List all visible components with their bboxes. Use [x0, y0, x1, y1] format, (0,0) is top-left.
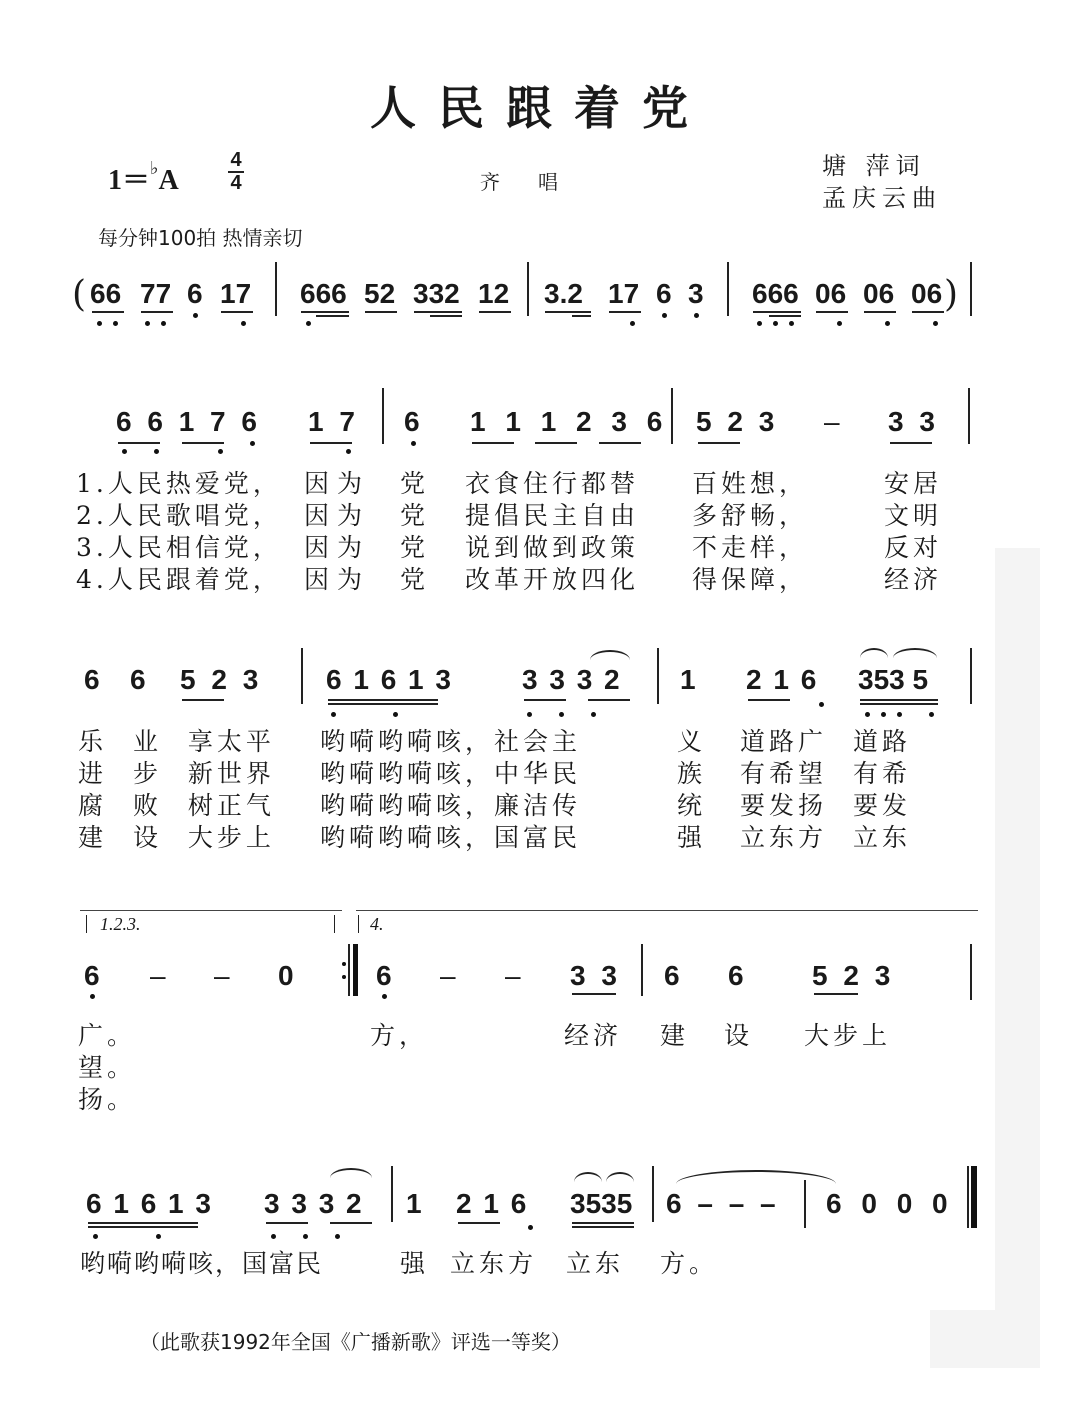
slur	[574, 1172, 602, 1182]
lyric: 党	[400, 469, 430, 498]
note-group: 6 6 1 7 6	[116, 406, 261, 437]
lyric: 因为	[304, 565, 371, 594]
time-signature	[226, 150, 246, 194]
note-group: –	[150, 960, 166, 991]
lyric: 因为	[304, 533, 371, 562]
repeat-barline	[348, 944, 350, 996]
note-group: 6 1 6 1 3	[326, 664, 453, 695]
lyric: 族	[677, 759, 707, 788]
lyric: 望。	[78, 1053, 137, 1082]
lyric: 人民热爱党，	[107, 469, 282, 498]
note-group: 6	[84, 960, 100, 991]
lyric: 方。	[660, 1249, 719, 1278]
slur	[860, 648, 888, 658]
slur	[590, 650, 630, 660]
slur	[893, 648, 937, 658]
note-group: 17	[220, 278, 252, 309]
lyric: 哟嗬哟嗬咳，中华民	[320, 759, 582, 788]
note-group: –	[505, 960, 521, 991]
key-signature	[108, 158, 179, 198]
note-group: 6	[656, 278, 672, 309]
lyric: 经济	[564, 1021, 623, 1050]
note-group: 666	[300, 278, 347, 309]
barline	[671, 388, 673, 444]
lyric: 人民相信党，	[107, 533, 282, 562]
barline	[970, 262, 972, 316]
lyric: 立东	[853, 823, 912, 852]
lyric: 要发扬	[740, 791, 828, 820]
lyric: 因为	[304, 501, 371, 530]
lyric: 强	[677, 823, 707, 852]
key-prefix: 1＝	[108, 165, 151, 196]
lyric: 党	[400, 565, 430, 594]
lyric: 建 设 大步上	[78, 823, 275, 852]
volta-2-label: 4.	[370, 914, 384, 934]
note-group: 3.2	[544, 278, 583, 309]
lyric: 立东	[566, 1249, 625, 1278]
barline	[391, 1166, 393, 1222]
barline	[727, 262, 729, 316]
note-group: 1 1 1 2 3 6	[470, 406, 669, 437]
tempo-marking: 每分钟100拍 热情亲切	[98, 226, 303, 250]
lyric: 党	[400, 533, 430, 562]
barline	[804, 1180, 806, 1228]
lyric: 哟嗬哟嗬咳，社会主	[320, 727, 582, 756]
volta-bracket-2	[356, 910, 978, 911]
lyric: 得保障，	[692, 565, 809, 594]
note-group: 06	[911, 278, 943, 309]
lyric: 道路广	[740, 727, 828, 756]
volta-1-label: 1.2.3.	[100, 914, 141, 934]
close-paren: )	[944, 274, 959, 315]
song-title: 人民跟着党	[370, 81, 710, 135]
slur	[330, 1168, 372, 1178]
note-group: 332	[413, 278, 460, 309]
note-group: 5 2 3	[812, 960, 895, 991]
barline	[527, 262, 529, 316]
barline	[652, 1166, 654, 1222]
performance-mode: 齐唱	[480, 170, 596, 194]
lyric: 经济	[884, 565, 943, 594]
barline	[301, 648, 303, 704]
lyric: 道路	[853, 727, 912, 756]
barline	[968, 388, 970, 444]
note-group: 6 – – –	[666, 1188, 780, 1219]
volta-bracket-1	[80, 910, 342, 911]
lyric: 立东方	[740, 823, 828, 852]
note-group: 6	[130, 664, 146, 695]
note-group: 6	[664, 960, 680, 991]
note-group: 3535	[570, 1188, 633, 1219]
note-group: 2 1 6	[456, 1188, 529, 1219]
note-group: 6	[187, 278, 203, 309]
lyric: 改革开放四化	[465, 565, 640, 594]
lyric: 腐 败 树正气	[78, 791, 275, 820]
lyric: 安居	[884, 469, 943, 498]
lyric: 不走样，	[692, 533, 809, 562]
open-paren: (	[72, 274, 87, 315]
final-barline	[971, 1166, 977, 1228]
barline	[970, 648, 972, 704]
note-group: 1	[406, 1188, 422, 1219]
lyric: 方，	[370, 1021, 429, 1050]
verse-number: 4.	[76, 565, 108, 594]
note-group: 6 0 0 0	[826, 1188, 954, 1219]
verse-number: 1.	[76, 469, 108, 498]
repeat-barline	[353, 944, 358, 996]
note-group: 5 2 3	[180, 664, 263, 695]
note-group: 12	[478, 278, 510, 309]
lyric: 党	[400, 501, 430, 530]
lyric: 文明	[884, 501, 943, 530]
composer-credit: 孟庆云曲	[822, 184, 942, 212]
lyric: 提倡民主自由	[465, 501, 640, 530]
note-group: 3	[688, 278, 704, 309]
note-group: 1	[680, 664, 696, 695]
lyric: 因为	[304, 469, 371, 498]
tie	[676, 1170, 836, 1184]
note-group: 6 1 6 1 3	[86, 1188, 213, 1219]
barline	[970, 944, 972, 1000]
lyric: 立东方	[450, 1249, 538, 1278]
note-group: 666	[752, 278, 799, 309]
barline	[641, 944, 643, 996]
verse-number: 2.	[76, 501, 108, 530]
lyric: 要发	[853, 791, 912, 820]
lyric: 反对	[884, 533, 943, 562]
note-group: 6	[84, 664, 100, 695]
lyric: 说到做到政策	[465, 533, 640, 562]
barline	[382, 388, 384, 444]
lyric: 哟嗬哟嗬咳，国富民	[80, 1249, 324, 1278]
page-edge-shade	[995, 548, 1040, 1368]
lyric: 人民跟着党，	[107, 565, 282, 594]
key-note: A	[158, 165, 179, 196]
note-group: 6	[376, 960, 392, 991]
lyric: 哟嗬哟嗬咳，国富民	[320, 823, 582, 852]
lyric: 义	[677, 727, 707, 756]
lyric: 设	[724, 1021, 754, 1050]
lyric: 强	[400, 1249, 430, 1278]
lyric: 百姓想，	[692, 469, 809, 498]
time-top: 4	[230, 149, 242, 171]
time-bottom: 4	[230, 172, 242, 194]
note-group: 06	[863, 278, 895, 309]
note-group: 17	[608, 278, 640, 309]
award-footnote: （此歌获1992年全国《广播新歌》评选一等奖）	[140, 1330, 571, 1354]
lyric: 进 步 新世界	[78, 759, 275, 788]
note-group: 66	[90, 278, 122, 309]
lyric: 广。	[78, 1021, 137, 1050]
note-group: 5 2 3	[696, 406, 779, 437]
note-group: 2 1 6	[746, 664, 819, 695]
note-group: 0	[278, 960, 294, 991]
barline	[657, 648, 659, 704]
note-group: –	[214, 960, 230, 991]
lyric: 大步上	[804, 1021, 892, 1050]
page-edge-shade	[930, 1310, 1040, 1368]
slur	[606, 1172, 634, 1182]
note-group: 6	[404, 406, 420, 437]
flat-icon: ♭	[150, 158, 159, 178]
note-group: 3 3 3 2	[264, 1188, 364, 1219]
note-group: 77	[140, 278, 172, 309]
lyric: 统	[677, 791, 707, 820]
note-group: 52	[364, 278, 396, 309]
note-group: –	[824, 406, 840, 437]
verse-number: 3.	[76, 533, 108, 562]
lyric: 扬。	[78, 1085, 137, 1114]
lyricist-credit: 塘 萍词	[822, 152, 926, 180]
note-group: –	[440, 960, 456, 991]
note-group: 3 3	[570, 960, 621, 991]
lyric: 有希	[853, 759, 912, 788]
lyric: 人民歌唱党，	[107, 501, 282, 530]
final-barline	[967, 1166, 969, 1228]
lyric: 衣食住行都替	[465, 469, 640, 498]
lyric: 乐 业 享太平	[78, 727, 275, 756]
barline	[275, 262, 277, 316]
note-group: 3 3 3 2	[522, 664, 622, 695]
note-group: 1 7	[308, 406, 359, 437]
note-group: 06	[815, 278, 847, 309]
lyric: 多舒畅，	[692, 501, 809, 530]
note-group: 353 5	[858, 664, 929, 695]
lyric: 哟嗬哟嗬咳，廉洁传	[320, 791, 582, 820]
note-group: 3 3	[888, 406, 939, 437]
lyric: 有希望	[740, 759, 828, 788]
lyric: 建	[660, 1021, 690, 1050]
note-group: 6	[728, 960, 744, 991]
